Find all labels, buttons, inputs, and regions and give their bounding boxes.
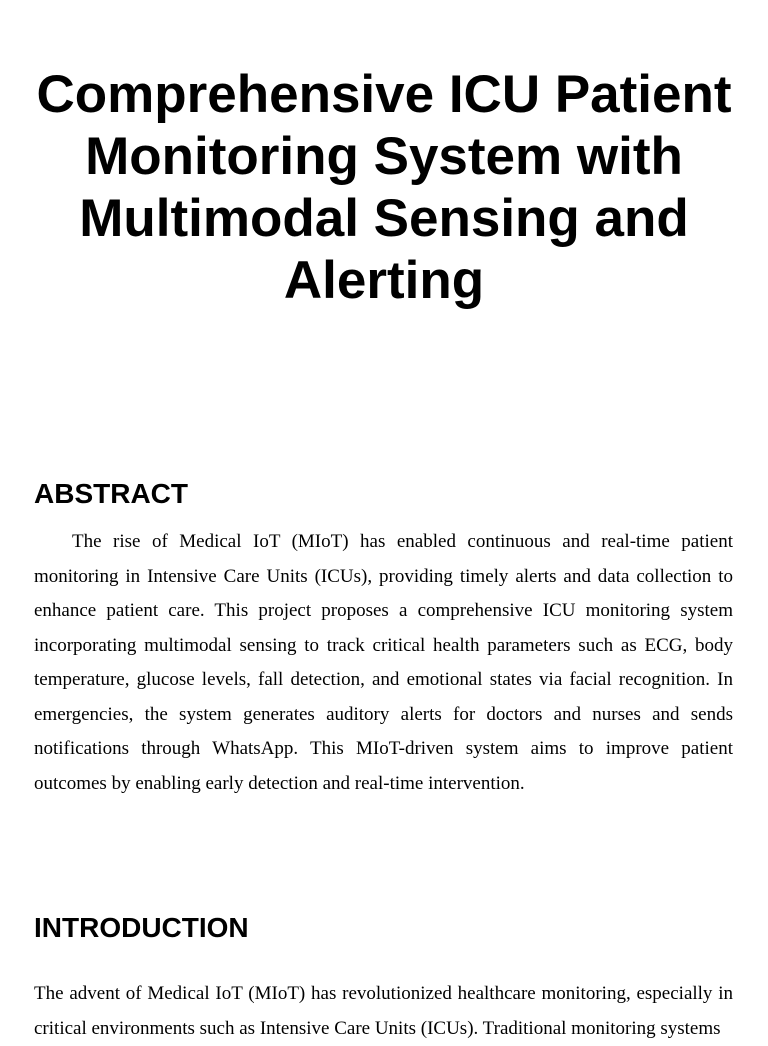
introduction-heading: INTRODUCTION [34, 912, 249, 943]
abstract-paragraph: The rise of Medical IoT (MIoT) has enabled continuous and real-time patient monitoring in Intensive Care Units (ICUs), providing timely alerts and data collection to enhance patient care. This project proposes a comprehensive ICU monitoring system incorporating multimodal sensing to track critical health parameters such as ECG, body temperature, glucose levels, fall detection, and emotional states via facial recognition. In emergencies, the system generates auditory alerts for doctors and nurses and sends notifications through WhatsApp. This MIoT-driven system aims to improve patient outcomes by enabling early detection and real-time intervention. [34, 531, 733, 794]
abstract-heading: ABSTRACT [34, 478, 188, 509]
document-title: Comprehensive ICU Patient Monitoring System with Multimodal Sensing and Alerting [36, 65, 732, 310]
introduction-paragraph: The advent of Medical IoT (MIoT) has revolutionized healthcare monitoring, especially in critical environments such as Intensive Care Units (ICUs). Traditional monitoring systems [34, 983, 733, 1039]
